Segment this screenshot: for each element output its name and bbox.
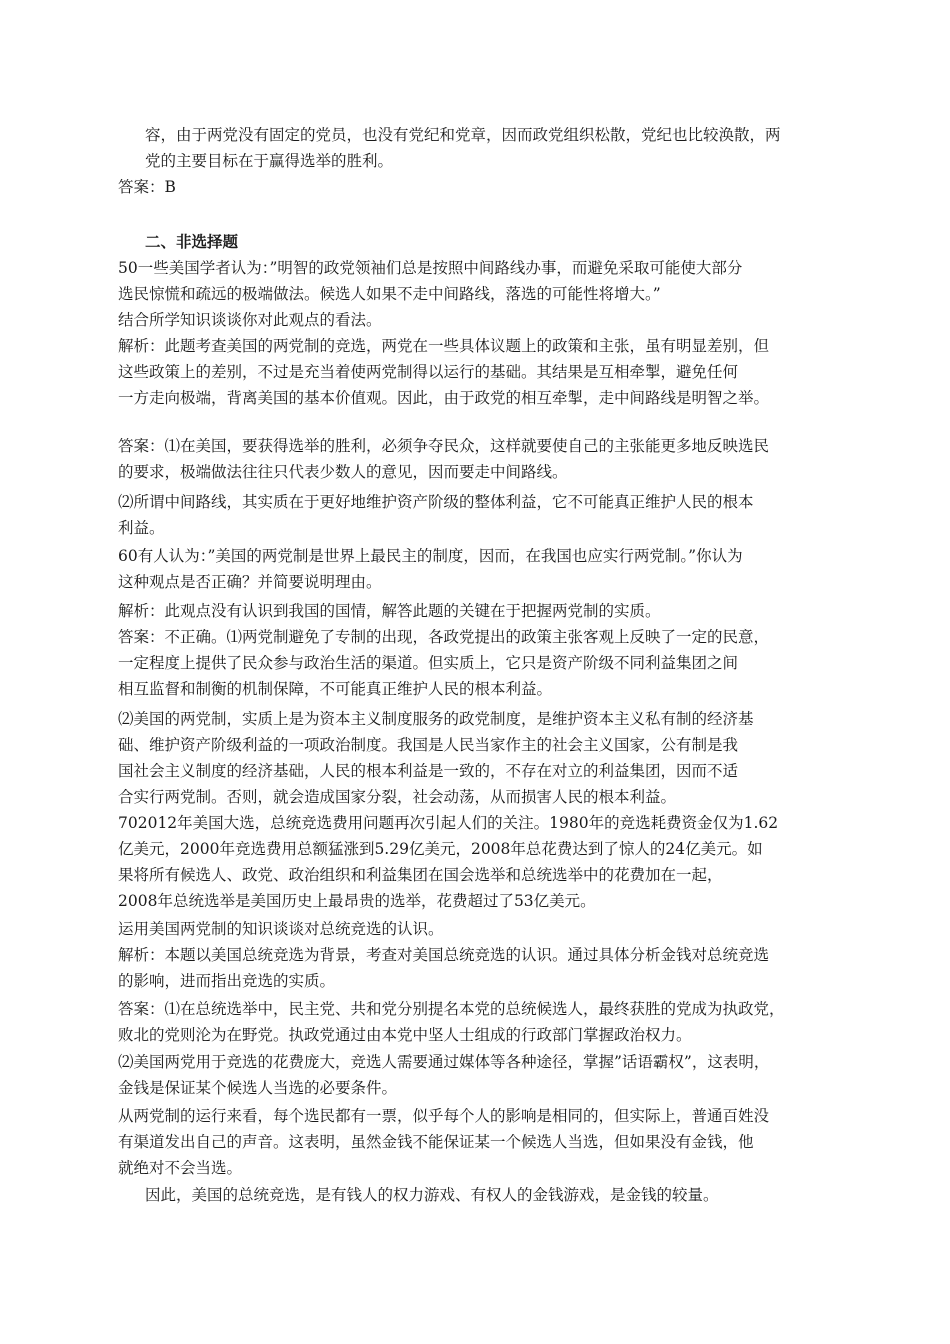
answer-point-2: ⑵美国两党用于竞选的花费庞大，竞选人需要通过媒体等各种途径，掌握”话语霸权”，这表明， 金钱是保证某个候选人当选的必要条件。 [118,1053,770,1097]
analysis-paragraph: 解析：此题考查美国的两党制的竞选，两党在一些具体议题上的政策和主张，虽有明显差别，但 这些政策上的差别，不过是充当着使两党制得以运行的基础。其结果是互相牵掣，避免任何 一方走向极端，背离美国的基本价值观。因此，由于政党的相互牵掣，走中间路线是明智之举。 [118,337,770,407]
question-7: 702012年美国大选，总统竞选费用问题再次引起人们的关注。1980年的竞选耗费资金仅为1.62 亿美元，2000年竞选费用总额猛涨到5.29亿美元，2008年总花费达到了惊人的24亿美元。如 果将所有候选人、政党、政治组织和利益集团在国会选举和总统选举中的花费加在一起， 2008年总统选举是美国历史上最昂贵的选举，花费超过了53亿美元。 [118,814,779,910]
answer-point-2: ⑵美国的两党制，实质上是为资本主义制度服务的政党制度，是维护资本主义私有制的经济基 础、维护资产阶级利益的一项政治制度。我国是人民当家作主的社会主义国家，公有制是我 国社会主义制度的经济基础，人民的根本利益是一致的，不存在对立的利益集团，因而不适 合实行两党制。否则，就会造成国家分裂，社会动荡，从而损害人民的根本利益。 [118,710,754,806]
answer-line: 答案：B [118,178,176,196]
answer-paragraph: 答案：不正确。⑴两党制避免了专制的出现，各政党提出的政策主张客观上反映了一定的民意， 一定程度上提供了民众参与政治生活的渠道。但实质上，它只是资产阶级不同利益集团之间 相互监督和制衡的机制保障，不可能真正维护人民的根本利益。 [118,628,770,698]
analysis-paragraph: 解析：本题以美国总统竞选为背景，考查对美国总统竞选的认识。通过具体分析金钱对总统竞选 的影响，进而指出竞选的实质。 [118,946,770,990]
question-5: 50一些美国学者认为：”明智的政党领袖们总是按照中间路线办事，而避免采取可能使大部分 选民惊慌和疏远的极端做法。候选人如果不走中间路线，落选的可能性将增大。” [118,259,743,303]
answer-paragraph: 答案：⑴在美国，要获得选举的胜利，必须争夺民众，这样就要使自己的主张能更多地反映选民 的要求，极端做法往往只代表少数人的意见，因而要走中间路线。 [118,437,770,481]
question-6: 60有人认为：”美国的两党制是世界上最民主的制度，因而，在我国也应实行两党制。”你认为 这种观点是否正确？并简要说明理由。 [118,547,743,591]
question-prompt: 运用美国两党制的知识谈谈对总统竞选的认识。 [118,920,444,938]
question-prompt: 结合所学知识谈谈你对此观点的看法。 [118,311,382,329]
answer-paragraph: 答案：⑴在总统选举中，民主党、共和党分别提名本党的总统候选人，最终获胜的党成为执政党， 败北的党则沦为在野党。执政党通过由本党中坚人士组成的行政部门掌握政治权力。 [118,1000,785,1044]
answer-point-2: ⑵所谓中间路线，其实质在于更好地维护资产阶级的整体利益，它不可能真正维护人民的根本 利益。 [118,493,754,537]
conclusion-paragraph: 因此，美国的总统竞选，是有钱人的权力游戏、有权人的金钱游戏，是金钱的较量。 [145,1186,719,1204]
answer-point-3: 从两党制的运行来看，每个选民都有一票，似乎每个人的影响是相同的，但实际上，普通百姓没 有渠道发出自己的声音。这表明，虽然金钱不能保证某一个候选人当选，但如果没有金钱，他 就绝对不会当选。 [118,1107,770,1177]
paragraph-continuation: 容，由于两党没有固定的党员，也没有党纪和党章，因而政党组织松散，党纪也比较涣散，两 党的主要目标在于赢得选举的胜利。 [145,126,781,170]
analysis-paragraph: 解析：此观点没有认识到我国的国情，解答此题的关键在于把握两党制的实质。 [118,602,661,620]
section-heading: 二、非选择题 [145,233,239,251]
